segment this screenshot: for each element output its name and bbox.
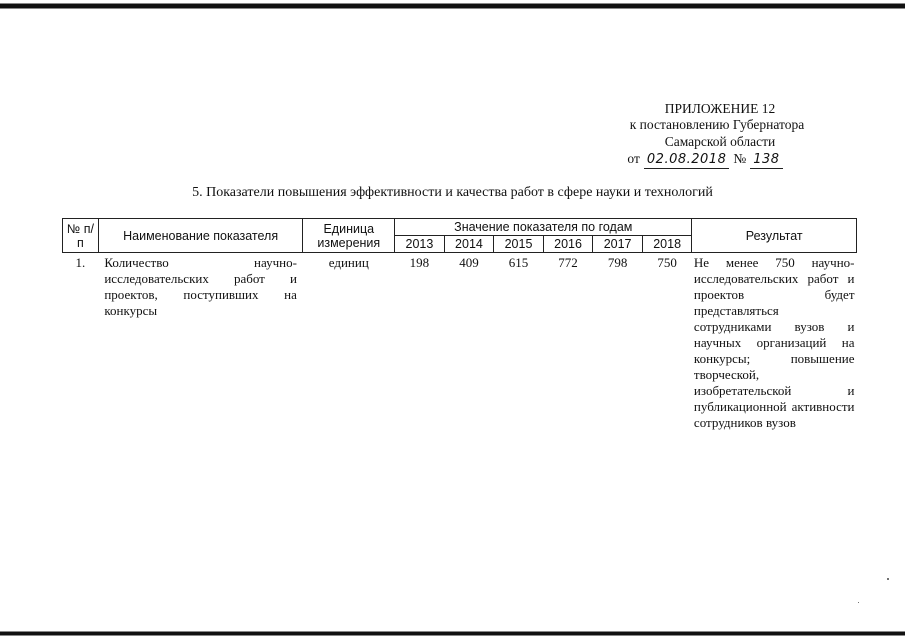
header-result: Результат <box>692 219 857 253</box>
header-year: 2017 <box>593 236 643 253</box>
appendix-line-region: Самарской области <box>664 134 776 149</box>
scan-edge-top <box>0 0 905 14</box>
row-value-2014: 409 <box>459 255 479 270</box>
row-unit: единиц <box>328 255 369 270</box>
row-indicator-name: Количество научно-исследовательских работ и проектов, поступивших на конкурсы <box>104 255 297 318</box>
row-value-2018: 750 <box>657 255 677 270</box>
scan-speck <box>858 602 859 603</box>
appendix-line-decree: к постановлению Губернатора <box>629 117 805 132</box>
handwritten-date: 02.08.2018 <box>644 152 729 169</box>
scan-edge-bottom <box>0 626 905 640</box>
header-year: 2018 <box>642 236 692 253</box>
table-row <box>63 253 857 434</box>
section-title: 5. Показатели повышения эффективности и качества работ в сфере науки и технологий <box>192 185 713 200</box>
appendix-title: ПРИЛОЖЕНИЕ 12 <box>664 101 776 116</box>
appendix-date-number <box>560 151 850 169</box>
header-name: Наименование показателя <box>98 219 303 253</box>
row-value-2015: 615 <box>508 255 529 270</box>
header-year: 2014 <box>444 236 494 253</box>
indicators-table <box>62 218 857 433</box>
header-year: 2016 <box>543 236 593 253</box>
date-prefix: от <box>627 151 640 166</box>
handwritten-number: 138 <box>750 152 782 169</box>
scan-speck <box>887 578 889 580</box>
appendix-block <box>590 100 850 169</box>
row-result: Не менее 750 научно-исследовательских работ и проектов будет представляться сотрудниками вузов и научных организаций на конкурсы; повышение творческой, изобретательской и публикационной активности сотрудников вузов <box>693 255 855 430</box>
header-year: 2015 <box>494 236 544 253</box>
row-value-2017: 798 <box>607 255 628 270</box>
header-unit: Единица измерения <box>303 219 395 253</box>
header-num: № п/п <box>63 219 99 253</box>
row-num: 1. <box>75 255 86 270</box>
row-value-2013: 198 <box>409 255 430 270</box>
row-value-2016: 772 <box>558 255 578 270</box>
header-values-group: Значение показателя по годам <box>395 219 692 236</box>
header-year: 2013 <box>395 236 445 253</box>
number-prefix: № <box>733 151 747 166</box>
